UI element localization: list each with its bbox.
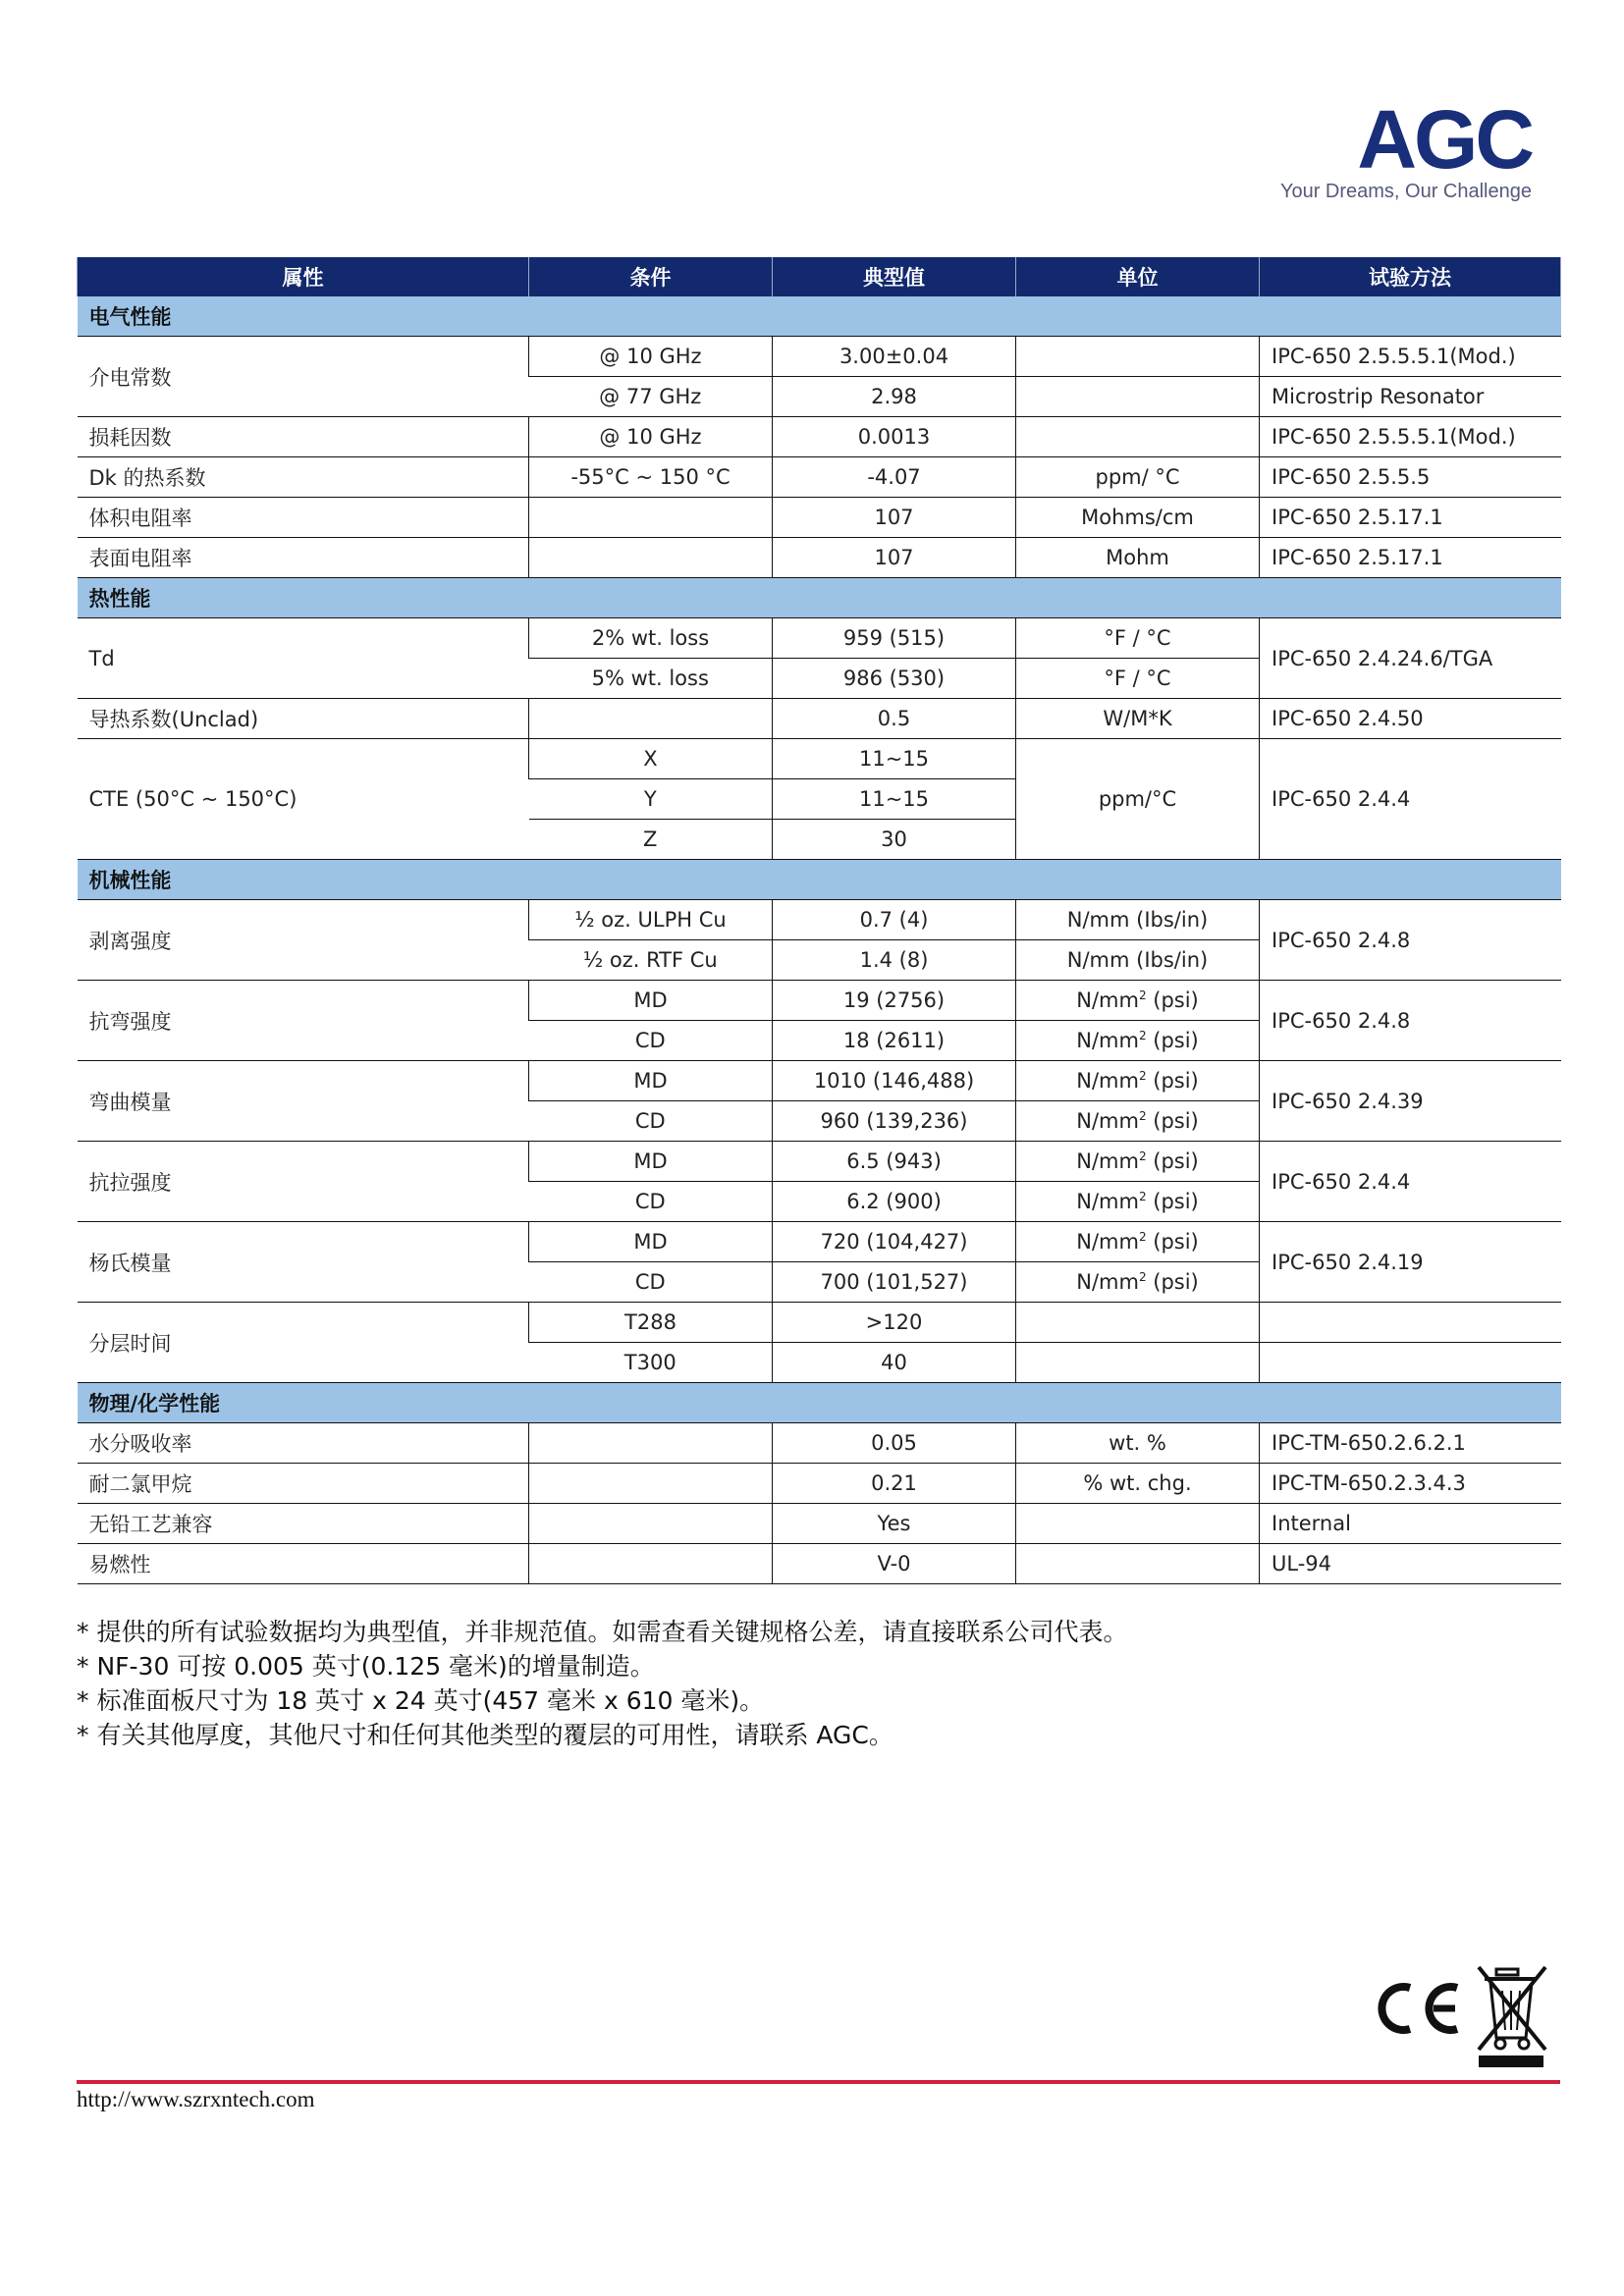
unit <box>1016 981 1260 1021</box>
property-name: 剥离强度 <box>78 900 529 981</box>
unit <box>1016 1101 1260 1142</box>
unit-prefix: N/mm <box>1076 1190 1139 1213</box>
test-method: IPC-TM-650.2.3.4.3 <box>1260 1464 1561 1504</box>
test-method: IPC-650 2.4.19 <box>1260 1222 1561 1303</box>
table-row <box>78 1423 1561 1464</box>
typical-value: 2.98 <box>773 377 1016 417</box>
typical-value: >120 <box>773 1303 1016 1343</box>
unit-suffix: (psi) <box>1146 988 1199 1012</box>
unit <box>1016 1303 1260 1343</box>
typical-value: 1.4 (8) <box>773 940 1016 981</box>
unit-suffix: (psi) <box>1146 1190 1199 1213</box>
test-method <box>1260 1343 1561 1383</box>
test-method: IPC-650 2.4.39 <box>1260 1061 1561 1142</box>
condition: Y <box>529 779 773 820</box>
header-condition: 条件 <box>529 257 773 296</box>
condition: CD <box>529 1021 773 1061</box>
condition <box>529 1423 773 1464</box>
test-method: IPC-650 2.5.5.5.1(Mod.) <box>1260 417 1561 457</box>
test-method: IPC-650 2.5.17.1 <box>1260 538 1561 578</box>
footnote: * 提供的所有试验数据均为典型值，并非规范值。如需查看关键规格公差，请直接联系公司代表。 <box>77 1618 1128 1646</box>
header-method: 试验方法 <box>1260 257 1561 296</box>
footnote: * NF-30 可按 0.005 英寸(0.125 毫米)的增量制造。 <box>77 1652 655 1681</box>
property-name: 水分吸收率 <box>78 1423 529 1464</box>
logo-wordmark: AGC <box>1357 93 1532 186</box>
footnote: * 有关其他厚度，其他尺寸和任何其他类型的覆层的可用性，请联系 AGC。 <box>77 1721 893 1749</box>
typical-value: V-0 <box>773 1544 1016 1584</box>
typical-value: 6.2 (900) <box>773 1182 1016 1222</box>
property-name: 抗拉强度 <box>78 1142 529 1222</box>
unit-prefix: N/mm <box>1076 1109 1139 1133</box>
test-method: IPC-650 2.4.8 <box>1260 900 1561 981</box>
typical-value: 40 <box>773 1343 1016 1383</box>
header-property: 属性 <box>78 257 529 296</box>
property-name: 体积电阻率 <box>78 498 529 538</box>
unit: Mohms/cm <box>1016 498 1260 538</box>
table-row <box>78 1142 1561 1182</box>
table-row <box>78 1303 1561 1343</box>
unit-suffix: (psi) <box>1146 1270 1199 1294</box>
condition: T288 <box>529 1303 773 1343</box>
condition: 2% wt. loss <box>529 618 773 659</box>
condition <box>529 498 773 538</box>
condition <box>529 1464 773 1504</box>
footer-url: http://www.szrxntech.com <box>77 2087 315 2111</box>
table-row <box>78 618 1561 659</box>
table-row <box>78 1222 1561 1262</box>
typical-value: 0.7 (4) <box>773 900 1016 940</box>
condition: MD <box>529 981 773 1021</box>
unit: N/mm (Ibs/in) <box>1016 900 1260 940</box>
typical-value: 11~15 <box>773 779 1016 820</box>
table-row <box>78 337 1561 377</box>
table-row <box>78 1504 1561 1544</box>
unit-exponent: 2 <box>1138 1149 1147 1163</box>
condition <box>529 699 773 739</box>
section-mechanical: 机械性能 <box>78 860 1561 900</box>
header-typical: 典型值 <box>773 257 1016 296</box>
property-name: 损耗因数 <box>78 417 529 457</box>
unit <box>1016 1061 1260 1101</box>
condition: ½ oz. ULPH Cu <box>529 900 773 940</box>
footnote: * 标准面板尺寸为 18 英寸 x 24 英寸(457 毫米 x 610 毫米)。 <box>77 1686 765 1715</box>
test-method: IPC-TM-650.2.6.2.1 <box>1260 1423 1561 1464</box>
table-row <box>78 739 1561 779</box>
condition: 5% wt. loss <box>529 659 773 699</box>
section-thermal: 热性能 <box>78 578 1561 618</box>
typical-value: 720 (104,427) <box>773 1222 1016 1262</box>
unit <box>1016 1021 1260 1061</box>
unit: % wt. chg. <box>1016 1464 1260 1504</box>
unit-prefix: N/mm <box>1076 1069 1139 1093</box>
unit: wt. % <box>1016 1423 1260 1464</box>
unit <box>1016 1222 1260 1262</box>
test-method <box>1260 1303 1561 1343</box>
unit-suffix: (psi) <box>1146 1029 1199 1052</box>
typical-value: 6.5 (943) <box>773 1142 1016 1182</box>
unit-exponent: 2 <box>1138 988 1147 1002</box>
typical-value: 960 (139,236) <box>773 1101 1016 1142</box>
table-row <box>78 900 1561 940</box>
condition <box>529 1504 773 1544</box>
unit: °F / °C <box>1016 659 1260 699</box>
typical-value: 0.05 <box>773 1423 1016 1464</box>
condition: ½ oz. RTF Cu <box>529 940 773 981</box>
unit: Mohm <box>1016 538 1260 578</box>
condition: Z <box>529 820 773 860</box>
property-name: 分层时间 <box>78 1303 529 1383</box>
typical-value: 700 (101,527) <box>773 1262 1016 1303</box>
property-name: CTE (50°C ~ 150°C) <box>78 739 529 860</box>
typical-value: 0.5 <box>773 699 1016 739</box>
property-name: 表面电阻率 <box>78 538 529 578</box>
condition: @ 10 GHz <box>529 337 773 377</box>
table-row <box>78 1544 1561 1584</box>
unit: °F / °C <box>1016 618 1260 659</box>
typical-value: 19 (2756) <box>773 981 1016 1021</box>
property-name: 易燃性 <box>78 1544 529 1584</box>
test-method: IPC-650 2.4.4 <box>1260 739 1561 860</box>
property-name: 抗弯强度 <box>78 981 529 1061</box>
typical-value: 0.0013 <box>773 417 1016 457</box>
condition: CD <box>529 1101 773 1142</box>
table-row <box>78 1061 1561 1101</box>
weee-bin-icon <box>1473 1961 1551 2069</box>
unit <box>1016 1504 1260 1544</box>
property-name: 介电常数 <box>78 337 529 417</box>
unit <box>1016 417 1260 457</box>
test-method: IPC-650 2.5.5.5 <box>1260 457 1561 498</box>
table-row <box>78 417 1561 457</box>
typical-value: -4.07 <box>773 457 1016 498</box>
unit <box>1016 1343 1260 1383</box>
unit-prefix: N/mm <box>1076 1029 1139 1052</box>
property-name: Dk 的热系数 <box>78 457 529 498</box>
table-row <box>78 699 1561 739</box>
condition: MD <box>529 1061 773 1101</box>
test-method: IPC-650 2.4.8 <box>1260 981 1561 1061</box>
typical-value: Yes <box>773 1504 1016 1544</box>
test-method: IPC-650 2.4.50 <box>1260 699 1561 739</box>
ce-mark-icon <box>1373 1980 1463 2037</box>
unit-suffix: (psi) <box>1146 1109 1199 1133</box>
table-row <box>78 981 1561 1021</box>
condition <box>529 1544 773 1584</box>
condition: T300 <box>529 1343 773 1383</box>
unit-prefix: N/mm <box>1076 1270 1139 1294</box>
condition: X <box>529 739 773 779</box>
test-method: IPC-650 2.5.5.5.1(Mod.) <box>1260 337 1561 377</box>
unit-exponent: 2 <box>1138 1270 1147 1284</box>
property-name: 杨氏模量 <box>78 1222 529 1303</box>
unit: ppm/°C <box>1016 739 1260 860</box>
unit-exponent: 2 <box>1138 1109 1147 1123</box>
property-name: Td <box>78 618 529 699</box>
section-physical-chemical: 物理/化学性能 <box>78 1383 1561 1423</box>
unit <box>1016 337 1260 377</box>
condition: @ 77 GHz <box>529 377 773 417</box>
unit: ppm/ °C <box>1016 457 1260 498</box>
unit <box>1016 377 1260 417</box>
typical-value: 30 <box>773 820 1016 860</box>
unit <box>1016 1182 1260 1222</box>
typical-value: 1010 (146,488) <box>773 1061 1016 1101</box>
condition: -55°C ~ 150 °C <box>529 457 773 498</box>
unit-prefix: N/mm <box>1076 1230 1139 1254</box>
unit: W/M*K <box>1016 699 1260 739</box>
unit-exponent: 2 <box>1138 1230 1147 1244</box>
unit-prefix: N/mm <box>1076 1149 1139 1173</box>
agc-logo <box>1237 93 1532 211</box>
test-method: Microstrip Resonator <box>1260 377 1561 417</box>
unit-exponent: 2 <box>1138 1069 1147 1083</box>
typical-value: 107 <box>773 538 1016 578</box>
table-header-row <box>78 257 1561 296</box>
test-method: UL-94 <box>1260 1544 1561 1584</box>
condition: @ 10 GHz <box>529 417 773 457</box>
condition <box>529 538 773 578</box>
property-name: 弯曲模量 <box>78 1061 529 1142</box>
logo-tagline: Your Dreams, Our Challenge <box>1279 181 1532 202</box>
table-row <box>78 1464 1561 1504</box>
unit: N/mm (Ibs/in) <box>1016 940 1260 981</box>
table-row <box>78 457 1561 498</box>
condition: MD <box>529 1222 773 1262</box>
condition: MD <box>529 1142 773 1182</box>
typical-value: 986 (530) <box>773 659 1016 699</box>
unit-prefix: N/mm <box>1076 988 1139 1012</box>
unit-suffix: (psi) <box>1146 1149 1199 1173</box>
unit-exponent: 2 <box>1138 1029 1147 1042</box>
property-name: 耐二氯甲烷 <box>78 1464 529 1504</box>
typical-value: 959 (515) <box>773 618 1016 659</box>
properties-table <box>77 257 1561 1584</box>
typical-value: 18 (2611) <box>773 1021 1016 1061</box>
unit <box>1016 1544 1260 1584</box>
unit <box>1016 1142 1260 1182</box>
typical-value: 3.00±0.04 <box>773 337 1016 377</box>
typical-value: 11~15 <box>773 739 1016 779</box>
property-name: 导热系数(Unclad) <box>78 699 529 739</box>
test-method: Internal <box>1260 1504 1561 1544</box>
table-row <box>78 538 1561 578</box>
footer-divider <box>77 2080 1560 2084</box>
header-unit: 单位 <box>1016 257 1260 296</box>
property-name: 无铅工艺兼容 <box>78 1504 529 1544</box>
section-electrical: 电气性能 <box>78 296 1561 337</box>
condition: CD <box>529 1262 773 1303</box>
unit-suffix: (psi) <box>1146 1069 1199 1093</box>
footnotes <box>77 1615 1127 1752</box>
unit-suffix: (psi) <box>1146 1230 1199 1254</box>
test-method: IPC-650 2.4.4 <box>1260 1142 1561 1222</box>
typical-value: 0.21 <box>773 1464 1016 1504</box>
table-row <box>78 498 1561 538</box>
typical-value: 107 <box>773 498 1016 538</box>
unit <box>1016 1262 1260 1303</box>
test-method: IPC-650 2.5.17.1 <box>1260 498 1561 538</box>
test-method: IPC-650 2.4.24.6/TGA <box>1260 618 1561 699</box>
unit-exponent: 2 <box>1138 1190 1147 1203</box>
condition: CD <box>529 1182 773 1222</box>
